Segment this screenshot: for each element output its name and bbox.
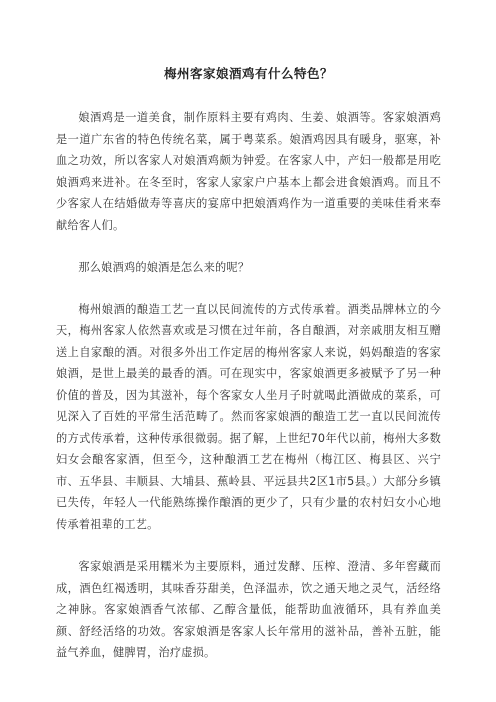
document-title: 梅州客家娘酒鸡有什么特色？ [163,66,333,81]
paragraph-intro: 娘酒鸡是一道美食，制作原料主要有鸡肉、生姜、娘酒等。客家娘酒鸡是一道广东省的特色传统名菜，属于粤菜系。娘酒鸡因具有暖身，驱寒，补血之功效，所以客家人对娘酒鸡颇为钟爱。在客家人中，产妇一般都是用吃娘酒鸡来进补。在冬至时，客家人家家户户基本上都会进食娘酒鸡。而且不少客家人在结婚做寿等喜庆的宴席中把娘酒鸡作为一道重要的美味佳肴来奉献给客人们。 [56,111,441,232]
paragraph-brewing-tradition: 梅州娘酒的酿造工艺一直以民间流传的方式传承着。酒类品牌林立的今天，梅州客家人依然喜欢或是习惯在过年前，各自酿酒，对亲戚朋友相互赠送上自家酿的酒。对很多外出工作定居的梅州客家人来说，妈妈酿造的客家娘酒，是世上最美的最香的酒。可在现实中，客家娘酒更多被赋予了另一种价值的普及，因为其滋补，每个客家女人坐月子时就喝此酒做成的菜系，可见深入了百姓的平常生活范畴了。然而客家娘酒的酿造工艺一直以民间流传的方式传承着，这种传承很微弱。据了解，上世纪70年代以前，梅州大多数妇女会酿客家酒，但至今，这种酿酒工艺在梅州（梅江区、梅县区、兴宁市、五华县、丰顺县、大埔县、蕉岭县、平远县共2区1市5县。）大部分乡镇已失传，年轻人一代能熟练操作酿酒的更少了，只有少量的农村妇女小心地传承着祖辈的工艺。 [56,302,441,531]
paragraph-ingredients: 客家娘酒是采用糯米为主要原料，通过发酵、压榨、澄清、多年窖藏而成，酒色红褐透明，其味香芬甜美，色泽温赤，饮之通天地之灵气，活经络之神脉。客家娘酒香气浓郁、乙醇含量低，能帮助血液循环，具有养血美颜、舒经活络的功效。客家娘酒是客家人长年常用的滋补品，善补五脏，能益气养血，健脾胃，治疗虚损。 [56,560,441,659]
paragraph-question: 那么娘酒鸡的娘酒是怎么来的呢？ [78,261,250,274]
